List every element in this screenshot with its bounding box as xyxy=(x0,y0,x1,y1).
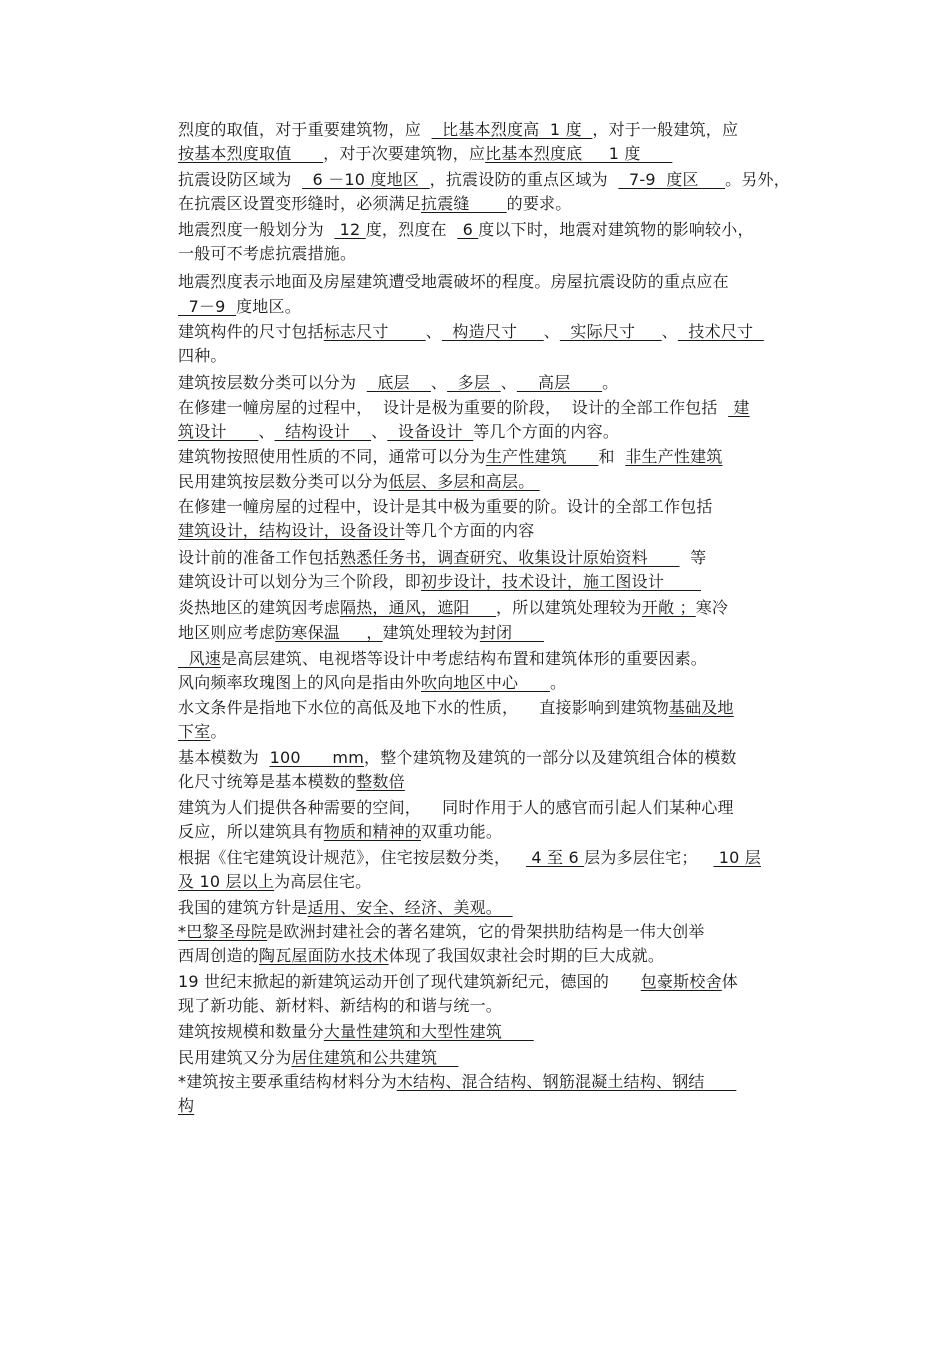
answer-blank: 建筑设计，结构设计，设备设计 xyxy=(178,521,405,540)
answer-blank: 隔热，通风，遮阳 xyxy=(340,598,497,617)
question-text: ，对于一般建筑，应 xyxy=(592,120,739,139)
question-text: 的要求。 xyxy=(506,194,572,213)
question-text: 等几个方面的内容。 xyxy=(473,422,620,441)
question-text: 、 xyxy=(425,322,442,341)
question-text: 体现了我国奴隶社会时期的巨大成就。 xyxy=(388,946,665,965)
answer-blank: 低层、多层和高层。 xyxy=(388,472,540,491)
text-line xyxy=(178,720,818,744)
text-line xyxy=(178,596,818,620)
question-text: 、 xyxy=(500,373,517,392)
question-text: 四种。 xyxy=(178,346,227,365)
text-line xyxy=(178,546,818,570)
question-text: 化尺寸统筹是基本模数的 xyxy=(178,772,357,791)
text-line xyxy=(178,820,818,844)
question-text: 现了新功能、新材料、新结构的和谐与统一。 xyxy=(178,996,503,1015)
question-text: 建筑为人们提供各种需要的空间， 同时作用于人的感官而引起人们某种心理 xyxy=(178,798,734,817)
text-line xyxy=(178,470,818,494)
question-text: 地震烈度表示地面及房屋建筑遭受地震破坏的程度。房屋抗震设防的重点应在 xyxy=(178,272,729,291)
answer-blank: 及 10 层以上 xyxy=(178,872,275,891)
text-line xyxy=(178,994,818,1018)
question-text: 度以下时，地震对建筑物的影响较小， xyxy=(478,220,754,239)
answer-blank: 构造尺寸 xyxy=(441,322,544,341)
question-text: 19 世纪末掀起的新建筑运动开创了现代建筑新纪元，德国的 xyxy=(178,972,641,991)
question-text: 。 xyxy=(602,373,619,392)
answer-blank: 7－9 xyxy=(178,297,237,316)
question-text: 双重功能。 xyxy=(421,822,503,841)
question-text: 在修建一幢房屋的过程中，设计是其中极为重要的阶。设计的全部工作包括 xyxy=(178,497,713,516)
answer-blank: 7-9 度区 xyxy=(618,170,726,189)
text-line xyxy=(178,1020,818,1044)
question-text: 西周创造的 xyxy=(178,946,260,965)
answer-blank: 熟悉任务书，调查研究、收集设计原始资料 xyxy=(340,548,680,567)
answer-blank: 抗震缝 xyxy=(421,194,507,213)
answer-blank: 木结构、混合结构、钢筋混凝土结构、钢结 xyxy=(396,1072,737,1091)
question-text: *建筑按主要承重结构材料分为 xyxy=(178,1072,397,1091)
question-text: 度地区。 xyxy=(236,297,301,316)
question-text: 、 xyxy=(661,322,678,341)
question-text: 为高层住宅。 xyxy=(274,872,372,891)
question-text: 是欧洲封建社会的著名建筑，它的骨架拱肋结构是一伟大创举 xyxy=(267,922,705,941)
question-text: 、 xyxy=(430,373,448,392)
question-text: 。另外， xyxy=(725,170,790,189)
text-line xyxy=(178,944,818,968)
text-line xyxy=(178,420,818,444)
question-text: 地震烈度一般划分为 xyxy=(178,220,335,239)
question-text: 是高层建筑、电视塔等设计中考虑结构布置和建筑体形的重要因素。 xyxy=(220,649,707,668)
question-text: 等 xyxy=(679,548,707,567)
text-line xyxy=(178,118,818,142)
question-text: 抗震设防区域为 xyxy=(178,170,302,189)
text-line xyxy=(178,570,818,594)
text-line xyxy=(178,647,818,671)
text-line xyxy=(178,270,818,294)
answer-blank: *巴黎圣母院 xyxy=(178,922,268,941)
question-text: 设计前的准备工作包括 xyxy=(178,548,341,567)
question-text: 炎热地区的建筑因考虑 xyxy=(178,598,341,617)
answer-blank: 100 mm xyxy=(269,748,365,767)
answer-blank: 整数倍 xyxy=(356,772,405,791)
question-text: ，所以建筑处理较为 xyxy=(496,598,642,617)
answer-blank: 10 层 xyxy=(713,848,761,867)
answer-blank: 构 xyxy=(178,1096,195,1115)
answer-blank: 封闭 xyxy=(479,623,544,642)
question-text: 烈度的取值，对于重要建筑物，应 xyxy=(178,120,432,139)
question-text: 建筑按层数分类可以分为 xyxy=(178,373,367,392)
answer-blank: 4 至 6 xyxy=(526,848,585,867)
answer-blank: 比基本烈度高 1 度 xyxy=(431,120,593,139)
text-line xyxy=(178,218,818,242)
answer-blank: 技术尺寸 xyxy=(677,322,764,341)
question-text: 我国的建筑方针是 xyxy=(178,898,308,917)
answer-blank: 结构设计 xyxy=(274,422,372,441)
question-text: 水文条件是指地下水位的高低及地下水的性质， 直接影响到建筑物 xyxy=(178,698,669,717)
answer-blank: 高层 xyxy=(516,373,603,392)
question-text: 根据《住宅建筑设计规范》，住宅按层数分类， xyxy=(178,848,527,867)
answer-blank: 生产性建筑 xyxy=(485,447,599,466)
text-line xyxy=(178,1046,818,1070)
text-line xyxy=(178,896,818,920)
text-line xyxy=(178,1070,818,1094)
answer-blank: 建 xyxy=(728,398,750,417)
question-text: 民用建筑按层数分类可以分为 xyxy=(178,472,389,491)
answer-blank: 基础及地 xyxy=(668,698,734,717)
question-text: 。 xyxy=(210,722,227,741)
text-line xyxy=(178,371,818,395)
question-text: 地区则应考虑 xyxy=(178,623,276,642)
question-text: 一般可不考虑抗震措施。 xyxy=(178,244,357,263)
answer-blank: 设备设计 xyxy=(387,422,474,441)
question-text: 、 xyxy=(371,422,388,441)
text-line xyxy=(178,770,818,794)
text-line xyxy=(178,621,818,645)
answer-blank: 6 －10 度地区 xyxy=(301,170,430,189)
question-text: 、 xyxy=(258,422,275,441)
text-line xyxy=(178,696,818,720)
answer-blank: 居住建筑和公共建筑 xyxy=(291,1048,459,1067)
question-text: ，对于次要建筑物，应 xyxy=(323,144,486,163)
question-text: 基本模数为 xyxy=(178,748,270,767)
text-line xyxy=(178,746,818,770)
answer-blank: 实际尺寸 xyxy=(559,322,662,341)
answer-blank: 风速 xyxy=(178,649,221,668)
answer-blank: 按基本烈度取值 xyxy=(178,144,324,163)
text-line xyxy=(178,1094,818,1118)
text-line xyxy=(178,320,818,344)
question-text: 等几个方面的内容 xyxy=(404,521,535,540)
question-text: 反应，所以建筑具有 xyxy=(178,822,324,841)
text-line xyxy=(178,970,818,994)
question-text: 建筑构件的尺寸包括 xyxy=(178,322,324,341)
text-line xyxy=(178,295,818,319)
question-text: 体 xyxy=(721,972,738,991)
answer-blank: 比基本烈度底 1 度 xyxy=(485,144,673,163)
answer-blank: 开敞 ； xyxy=(641,598,696,617)
text-line xyxy=(178,344,818,368)
answer-blank: 吹向地区中心 xyxy=(421,673,550,692)
answer-blank: 物质和精神的 xyxy=(323,822,422,841)
text-line xyxy=(178,796,818,820)
question-text: 风向频率玫瑰图上的风向是指由外 xyxy=(178,673,422,692)
answer-blank: 陶瓦屋面防水技术 xyxy=(259,946,389,965)
question-text: 在修建一幢房屋的过程中， 设计是极为重要的阶段， 设计的全部工作包括 xyxy=(178,398,729,417)
question-text: 民用建筑又分为 xyxy=(178,1048,292,1067)
answer-blank: 防寒保温 ， xyxy=(275,623,383,642)
text-line xyxy=(178,920,818,944)
text-line xyxy=(178,870,818,894)
answer-blank: 筑设计 xyxy=(178,422,259,441)
question-text: 层为多层住宅； xyxy=(584,848,714,867)
question-text: ，整个建筑物及建筑的一部分以及建筑组合体的模数 xyxy=(364,748,737,767)
question-text: 建筑设计可以划分为三个阶段，即 xyxy=(178,572,422,591)
text-line xyxy=(178,142,818,166)
question-text: 在抗震区设置变形缝时，必须满足 xyxy=(178,194,422,213)
question-text: 。 xyxy=(549,673,567,692)
question-text: 建筑按规模和数量分 xyxy=(178,1022,324,1041)
text-line xyxy=(178,445,818,469)
text-line xyxy=(178,495,818,519)
text-line xyxy=(178,671,818,695)
question-text: ，抗震设防的重点区域为 xyxy=(429,170,619,189)
text-line xyxy=(178,168,818,192)
text-line xyxy=(178,192,818,216)
text-line xyxy=(178,846,818,870)
text-line xyxy=(178,519,818,543)
question-text: 度，烈度在 xyxy=(365,220,458,239)
answer-blank: 多层 xyxy=(447,373,501,392)
answer-blank: 非生产性建筑 xyxy=(625,447,723,466)
question-text: 建筑物按照使用性质的不同，通常可以分为 xyxy=(178,447,486,466)
question-text: 和 xyxy=(598,447,626,466)
answer-blank: 6 xyxy=(457,220,479,239)
question-text: 、 xyxy=(543,322,560,341)
answer-blank: 底层 xyxy=(366,373,431,392)
text-line xyxy=(178,396,818,420)
answer-blank: 下室 xyxy=(178,722,211,741)
answer-blank: 大量性建筑和大型性建筑 xyxy=(323,1022,534,1041)
answer-blank: 标志尺寸 xyxy=(323,322,426,341)
answer-blank: 包豪斯校舍 xyxy=(640,972,722,991)
answer-blank: 初步设计，技术设计，施工图设计 xyxy=(421,572,702,591)
answer-blank: 12 xyxy=(334,220,366,239)
question-text: 建筑处理较为 xyxy=(382,623,480,642)
text-line xyxy=(178,242,818,266)
question-text: 寒冷 xyxy=(695,598,729,617)
answer-blank: 适用、安全、经济、美观。 xyxy=(307,898,513,917)
